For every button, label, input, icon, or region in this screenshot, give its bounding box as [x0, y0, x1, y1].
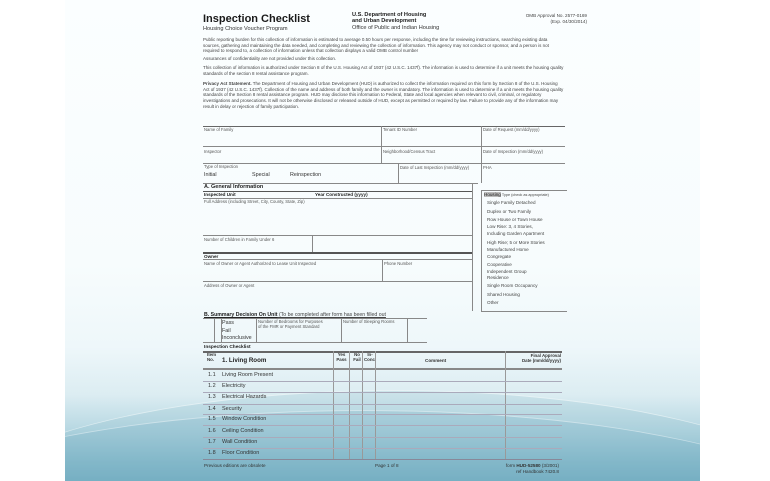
- department-line-2: and Urban Development: [352, 17, 417, 24]
- divider: [341, 318, 342, 342]
- omb-number: OMB Approval No. 2577-0169: [525, 13, 587, 18]
- divider: [312, 235, 313, 252]
- office-name: Office of Public and Indian Housing: [352, 25, 440, 31]
- year-constructed-field[interactable]: [380, 191, 470, 198]
- date-last-inspection-field[interactable]: [400, 170, 479, 182]
- divider: [203, 425, 562, 426]
- divider: [203, 281, 472, 282]
- divider: [203, 252, 472, 254]
- department-name: [352, 13, 426, 24]
- pha-label: PHA: [483, 165, 492, 170]
- divider: [203, 437, 562, 438]
- housing-type-option[interactable]: Duplex or Two Family: [487, 209, 532, 214]
- handbook-reference: ref Handbook 7420.8: [516, 468, 559, 474]
- sleeping-rooms-field[interactable]: [343, 325, 405, 341]
- burden-statement: Public reporting burden for this collection of information is estimated to average 0.50 hours per response, including the time for reviewing instructions, searching existing data sources, gathering and maintaining the data needed, and completing and reviewing the collection of information. This agency may not conduct or sponsor, and a person is not required to respond to, a collection of information unless that collection displays a valid OMB control number: [203, 37, 549, 54]
- divider: [481, 190, 567, 191]
- owner-label: Owner: [204, 254, 219, 259]
- section-b-title: B. Summary Decision On Unit: [204, 312, 278, 318]
- col-final-line-1: Final Approval: [530, 353, 561, 358]
- divider: [398, 163, 399, 183]
- inspection-checklist-form: [200, 0, 587, 481]
- col-item-no-header: [207, 353, 216, 363]
- divider: [362, 351, 363, 459]
- privacy-act-statement: [203, 81, 565, 109]
- phone-number-label: Phone Number: [384, 261, 413, 266]
- divider: [203, 392, 562, 393]
- row-label: Ceiling Condition: [222, 428, 264, 434]
- checklist-heading: Inspection Checklist: [204, 345, 251, 350]
- divider: [375, 351, 376, 459]
- pha-field[interactable]: [483, 170, 563, 182]
- row-label: Security: [222, 406, 242, 412]
- col-yes-line-1: Yes: [337, 352, 346, 357]
- decision-fail-option[interactable]: Fail: [222, 328, 231, 334]
- neighborhood-field[interactable]: [383, 154, 479, 163]
- type-of-inspection-label: Type of Inspection: [204, 164, 238, 169]
- date-of-request-field[interactable]: [483, 133, 563, 145]
- decision-pass-option[interactable]: Pass: [222, 320, 234, 326]
- confidentiality-statement: Assurances of confidentiality are not provided under this collection.: [203, 56, 337, 61]
- full-address-label: Full Address (including Street, City, County, State, Zip): [204, 199, 305, 204]
- neighborhood-label: Neighborhood/Census Tract: [383, 149, 436, 154]
- type-reinspection-option[interactable]: Reinspection: [290, 172, 322, 178]
- housing-type-option[interactable]: Single Family Detached: [487, 200, 536, 205]
- row-label: Electricity: [222, 383, 246, 389]
- row-number: 1.2: [208, 383, 216, 389]
- col-no-line-2: Fail: [353, 356, 361, 362]
- housing-type-option[interactable]: Shared Housing: [487, 292, 520, 297]
- housing-type-option[interactable]: Cooperative: [487, 262, 512, 267]
- name-of-family-label: Name of Family: [204, 127, 234, 132]
- footer-form-number: [495, 463, 559, 474]
- row-label: Electrical Hazards: [222, 394, 267, 400]
- housing-type-option[interactable]: Independent Group: [487, 269, 527, 274]
- owner-name-field[interactable]: [204, 267, 380, 280]
- housing-type-option-continued: Residence: [487, 275, 509, 280]
- form-date: (3/2001): [540, 463, 559, 468]
- col-no-line-1: No: [354, 352, 360, 357]
- bedrooms-label-line-1: Number of Bedrooms for Purposes: [258, 319, 323, 324]
- department-line-1: U.S. Department of Housing: [352, 12, 427, 18]
- col-item-line-1: Item: [207, 352, 217, 357]
- form-id: HUD-52580: [516, 463, 541, 468]
- children-under-6-field[interactable]: [314, 236, 470, 251]
- divider: [407, 318, 408, 342]
- owner-name-label: Name of Owner or Agent Authorized to Lease Unit Inspected: [204, 261, 317, 266]
- divider: [481, 311, 567, 312]
- decision-inconclusive-option[interactable]: Inconclusive: [222, 335, 252, 341]
- row-label: Window Condition: [222, 416, 267, 422]
- divider: [472, 183, 473, 311]
- date-of-inspection-field[interactable]: [483, 154, 563, 163]
- housing-type-heading-rest: Type (check as appropriate): [500, 193, 549, 197]
- row-number: 1.1: [208, 372, 216, 378]
- divider: [505, 351, 506, 459]
- col-yes-line-2: Pass: [336, 356, 347, 362]
- col-final-line-2: Date (mm/dd/yyyy): [521, 358, 561, 364]
- divider: [481, 163, 482, 183]
- authority-statement: This collection of information is authorized under Section 8 of the U.S. Housing Act of 1937 (42 U.S.C. 1437f). The information is used to determine if a unit meets the housing quality standards of the section 8 rental assistance program.: [203, 65, 564, 76]
- tenant-id-field[interactable]: [383, 133, 479, 145]
- bedrooms-label: [258, 319, 323, 330]
- housing-type-option[interactable]: Single Room Occupancy: [487, 283, 538, 288]
- section-b-note: (To be completed after form has been filled out: [277, 312, 386, 318]
- footer-obsolete-note: Previous editions are obsolete: [204, 463, 266, 468]
- divider: [382, 259, 383, 281]
- col-item-line-2: No.: [207, 356, 215, 362]
- housing-type-option[interactable]: Congregate: [487, 254, 512, 259]
- omb-approval: [490, 13, 587, 24]
- inspector-field[interactable]: [204, 154, 379, 163]
- form-prefix: form: [505, 463, 517, 468]
- divider: [214, 318, 215, 342]
- housing-type-option[interactable]: Manufactured Home: [487, 247, 529, 252]
- row-number: 1.8: [208, 450, 216, 456]
- col-yes-pass-header: [335, 353, 348, 363]
- row-number: 1.4: [208, 406, 216, 412]
- type-special-option[interactable]: Special: [252, 172, 270, 178]
- footer-page-number: Page 1 of 8: [375, 463, 399, 468]
- divider: [203, 448, 562, 449]
- divider: [203, 368, 562, 370]
- col-final-approval-header: [507, 353, 561, 363]
- col-in-line-1: In-: [367, 352, 373, 357]
- inspected-unit-label: Inspected Unit: [204, 192, 236, 197]
- housing-type-option[interactable]: Low Rise: 3, 4 Stories,: [487, 224, 533, 229]
- year-constructed-label: Year Constructed (yyyy): [315, 192, 368, 197]
- row-number: 1.6: [208, 428, 216, 434]
- privacy-heading: Privacy Act Statement.: [203, 81, 252, 86]
- owner-address-label: Address of Owner or Agent: [204, 283, 255, 288]
- col-in-line-2: Conc.: [364, 356, 377, 362]
- section-1-title: 1. Living Room: [222, 357, 267, 364]
- date-of-inspection-label: Date of Inspection (mm/dd/yyyy): [483, 149, 544, 154]
- divider: [203, 459, 562, 460]
- type-initial-option[interactable]: Initial: [204, 172, 217, 178]
- sleeping-rooms-label: Number of Sleeping Rooms: [343, 319, 395, 324]
- divider: [203, 404, 562, 405]
- omb-expiration: (Exp. 04/30/2014): [550, 18, 587, 24]
- housing-type-option[interactable]: High Rise; 5 or More Stories: [487, 240, 545, 245]
- divider: [203, 259, 472, 260]
- divider: [203, 414, 562, 415]
- summary-extra-field[interactable]: [409, 320, 469, 341]
- children-under-6-label: Number of Children in Family Under 6: [204, 237, 275, 242]
- housing-type-heading-bold: Housing: [484, 192, 501, 197]
- form-title: Inspection Checklist: [203, 13, 310, 25]
- divider: [333, 351, 334, 459]
- form-subtitle: Housing Choice Voucher Program: [203, 26, 288, 32]
- divider: [481, 126, 482, 163]
- tenant-id-label: Tenant ID Number: [383, 127, 417, 132]
- divider: [256, 318, 257, 342]
- section-a-heading: A. General Information: [204, 184, 264, 190]
- row-label: Living Room Present: [222, 372, 274, 378]
- row-label: Floor Condition: [222, 450, 260, 456]
- divider: [203, 381, 562, 382]
- full-address-field[interactable]: [204, 205, 470, 233]
- housing-type-heading: [484, 192, 549, 198]
- housing-type-option[interactable]: Other: [487, 300, 499, 305]
- row-number: 1.3: [208, 394, 216, 400]
- housing-type-option-continued: Including Garden Apartment: [487, 231, 545, 236]
- housing-type-option[interactable]: Row House or Town House: [487, 217, 543, 222]
- divider: [203, 163, 565, 164]
- phone-number-field[interactable]: [384, 267, 470, 280]
- divider: [381, 126, 382, 163]
- row-number: 1.7: [208, 439, 216, 445]
- divider: [481, 190, 482, 311]
- row-number: 1.5: [208, 416, 216, 422]
- col-comment-header: Comment: [425, 358, 447, 363]
- name-of-family-field[interactable]: [204, 133, 379, 145]
- divider: [349, 351, 350, 459]
- bedrooms-label-line-2: of the FMR or Payment Standard: [258, 324, 320, 330]
- date-last-inspection-label: Date of Last Inspection (mm/dd/yyyy): [400, 165, 470, 170]
- divider: [203, 146, 565, 147]
- privacy-body: The Department of Housing and Urban Development (HUD) is authorized to collect the information required on this form by Section 8 of the U.S. Housing Act of 1937 (42 U.S.C. 1437f). Collection of the name and address of both family and the owner is mandatory. The information is used to determine if a unit meets the housing quality standards of the Section 8 rental assistance program. HUD may disclose this information to Federal, State and local agencies when relevant to civil, criminal, or regulatory investigations and prosecutions. It will not be otherwise disclosed or released outside of HUD, except as permitted or required by law. Failure to provide any of the information may result in delay or rejection of family participation.: [203, 81, 564, 109]
- row-label: Wall Condition: [222, 439, 258, 445]
- date-of-request-label: Date of Request (mm/dd/yyyy): [483, 127, 540, 132]
- divider: [203, 342, 427, 343]
- inspector-label: Inspector: [204, 149, 222, 154]
- bedrooms-field[interactable]: [258, 330, 340, 341]
- owner-address-field[interactable]: [204, 289, 470, 309]
